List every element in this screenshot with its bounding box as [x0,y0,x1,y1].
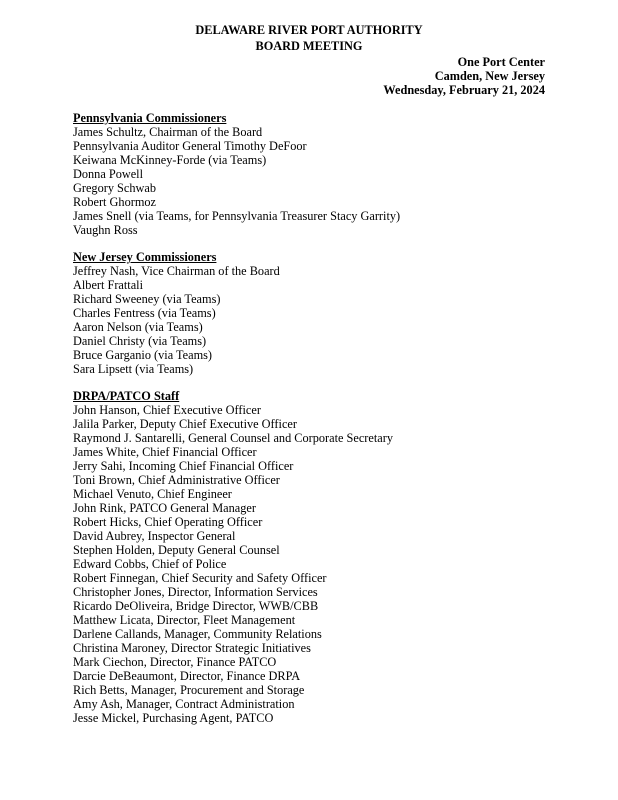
location-place: One Port Center [457,55,545,69]
attendee-entry: Albert Frattali [73,278,144,292]
attendee-entry: James Schultz, Chairman of the Board [73,125,263,139]
attendee-entry: Jalila Parker, Deputy Chief Executive Officer [73,417,297,431]
attendee-entry: Aaron Nelson (via Teams) [73,320,203,334]
attendee-entry: Bruce Garganio (via Teams) [73,348,213,362]
section-drpa-patco-staff [73,389,393,725]
attendee-entry: John Rink, PATCO General Manager [73,501,256,515]
section-new-jersey-commissioners [73,250,280,376]
section-pennsylvania-commissioners [73,111,400,237]
location-city: Camden, New Jersey [434,69,545,83]
section-title: Pennsylvania Commissioners [73,111,227,125]
document-header [0,22,618,54]
organization-title: DELAWARE RIVER PORT AUTHORITY [195,23,423,37]
meeting-location-block [383,55,545,97]
attendee-entry: Gregory Schwab [73,181,156,195]
attendee-entry: John Hanson, Chief Executive Officer [73,403,261,417]
attendee-entry: Rich Betts, Manager, Procurement and Storage [73,683,305,697]
attendee-entry: Toni Brown, Chief Administrative Officer [73,473,280,487]
attendee-entry: Sara Lipsett (via Teams) [73,362,194,376]
attendee-entry: Stephen Holden, Deputy General Counsel [73,543,280,557]
attendee-entry: Edward Cobbs, Chief of Police [73,557,227,571]
attendee-entry: Mark Ciechon, Director, Finance PATCO [73,655,277,669]
attendee-entry: Keiwana McKinney-Forde (via Teams) [73,153,267,167]
attendee-entry: Christina Maroney, Director Strategic Initiatives [73,641,311,655]
attendee-entry: Matthew Licata, Director, Fleet Management [73,613,296,627]
attendee-entry: Charles Fentress (via Teams) [73,306,216,320]
attendee-entry: Amy Ash, Manager, Contract Administration [73,697,295,711]
attendee-entry: Robert Finnegan, Chief Security and Safety Officer [73,571,327,585]
attendee-entry: Jerry Sahi, Incoming Chief Financial Officer [73,459,294,473]
attendee-entry: James White, Chief Financial Officer [73,445,257,459]
attendee-entry: Vaughn Ross [73,223,138,237]
attendee-entry: Darlene Callands, Manager, Community Relations [73,627,322,641]
attendee-entry: David Aubrey, Inspector General [73,529,236,543]
attendee-entry: Richard Sweeney (via Teams) [73,292,221,306]
attendee-entry: Jeffrey Nash, Vice Chairman of the Board [73,264,280,278]
attendee-entry: Ricardo DeOliveira, Bridge Director, WWB/CBB [73,599,319,613]
attendee-entry: Daniel Christy (via Teams) [73,334,207,348]
attendee-entry: Darcie DeBeaumont, Director, Finance DRPA [73,669,301,683]
attendee-entry: Pennsylvania Auditor General Timothy DeFoor [73,139,307,153]
attendee-entry: James Snell (via Teams, for Pennsylvania Treasurer Stacy Garrity) [73,209,401,223]
attendee-entry: Raymond J. Santarelli, General Counsel and Corporate Secretary [73,431,393,445]
meeting-date: Wednesday, February 21, 2024 [383,83,545,97]
attendee-entry: Robert Hicks, Chief Operating Officer [73,515,263,529]
attendee-entry: Robert Ghormoz [73,195,156,209]
section-title: DRPA/PATCO Staff [73,389,180,403]
attendee-entry: Jesse Mickel, Purchasing Agent, PATCO [73,711,274,725]
attendee-entry: Donna Powell [73,167,144,181]
meeting-title: BOARD MEETING [255,39,363,53]
attendee-entry: Christopher Jones, Director, Information Services [73,585,318,599]
attendee-entry: Michael Venuto, Chief Engineer [73,487,232,501]
section-title: New Jersey Commissioners [73,250,217,264]
